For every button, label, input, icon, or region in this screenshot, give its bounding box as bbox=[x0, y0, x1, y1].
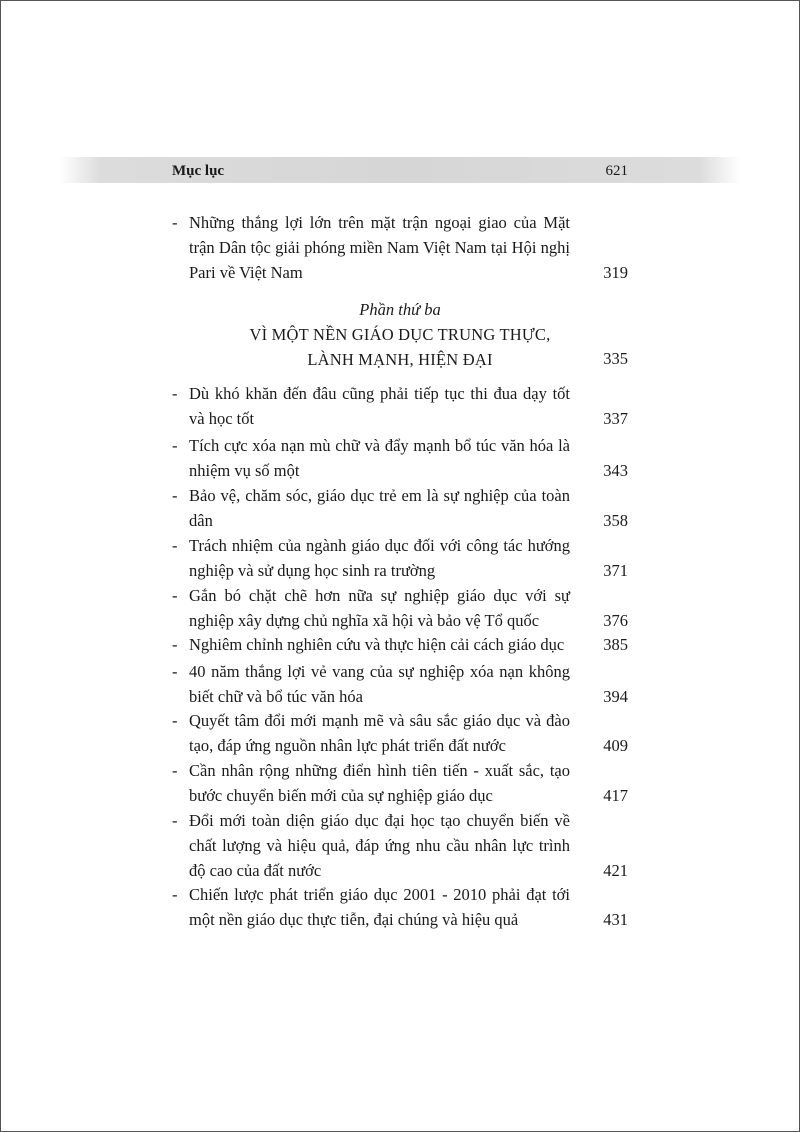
toc-entry-dash: - bbox=[172, 662, 178, 681]
part-title-line-1: VÌ MỘT NỀN GIÁO DỤC TRUNG THỰC, bbox=[249, 325, 551, 344]
running-header-title: Mục lục bbox=[172, 163, 225, 179]
toc-entry bbox=[172, 758, 628, 808]
toc-entry bbox=[172, 433, 628, 483]
toc-entry-dash: - bbox=[172, 761, 178, 780]
toc-entry bbox=[172, 808, 628, 883]
toc-entry bbox=[172, 632, 628, 657]
toc-entry-dash: - bbox=[172, 436, 178, 455]
toc-entry-dash: - bbox=[172, 811, 178, 830]
toc-entry bbox=[172, 708, 628, 758]
toc-entry bbox=[172, 210, 628, 285]
toc-entry bbox=[172, 583, 628, 633]
part-subtitle: Phần thứ ba bbox=[359, 300, 441, 319]
toc-entry bbox=[172, 533, 628, 583]
toc-entry-title: Những thắng lợi lớn trên mặt trận ngoại giao của Mặt trận Dân tộc giải phóng miền Nam Việt Nam tại Hội nghị Pari về Việt Nam bbox=[189, 213, 570, 282]
toc-entry bbox=[172, 659, 628, 709]
toc-entry-dash: - bbox=[172, 384, 178, 403]
toc-entry-page: 394 bbox=[603, 687, 628, 706]
toc-entry-title: Quyết tâm đổi mới mạnh mẽ và sâu sắc giáo dục và đào tạo, đáp ứng nguồn nhân lực phát triển đất nước bbox=[189, 711, 570, 755]
toc-entry-page: 319 bbox=[603, 263, 628, 282]
toc-entry bbox=[172, 882, 628, 932]
toc-entry-dash: - bbox=[172, 486, 178, 505]
toc-entry-title: Bảo vệ, chăm sóc, giáo dục trẻ em là sự nghiệp của toàn dân bbox=[189, 486, 570, 530]
toc-entry-title: Nghiêm chỉnh nghiên cứu và thực hiện cải cách giáo dục bbox=[189, 635, 565, 654]
toc-entry-dash: - bbox=[172, 213, 178, 232]
toc-entry-page: 376 bbox=[603, 611, 628, 630]
toc-entry-dash: - bbox=[172, 711, 178, 730]
toc-entry-title: Chiến lược phát triển giáo dục 2001 - 2010 phải đạt tới một nền giáo dục thực tiễn, đại chúng và hiệu quả bbox=[189, 885, 570, 929]
running-header-page-number: 621 bbox=[605, 163, 628, 179]
toc-entry-page: 409 bbox=[603, 736, 628, 755]
toc-entry-page: 337 bbox=[603, 409, 628, 428]
toc-entry-page: 417 bbox=[603, 786, 628, 805]
part-title-line-2: LÀNH MẠNH, HIỆN ĐẠI bbox=[307, 350, 493, 369]
toc-entry-dash: - bbox=[172, 635, 178, 654]
toc-entry-page: 371 bbox=[603, 561, 628, 580]
toc-entry-title: Trách nhiệm của ngành giáo dục đối với công tác hướng nghiệp và sử dụng học sinh ra trường bbox=[189, 536, 570, 580]
toc-entry-title: Tích cực xóa nạn mù chữ và đẩy mạnh bổ túc văn hóa là nhiệm vụ số một bbox=[189, 436, 570, 480]
toc-entry-page: 343 bbox=[603, 461, 628, 480]
toc-entry-dash: - bbox=[172, 586, 178, 605]
part-page-number: 335 bbox=[603, 349, 628, 368]
toc-entry-title: Đổi mới toàn diện giáo dục đại học tạo chuyển biến về chất lượng và hiệu quả, đáp ứng nhu cầu nhân lực trình độ cao của đất nước bbox=[189, 811, 570, 880]
toc-entry-title: Dù khó khăn đến đâu cũng phải tiếp tục thi đua dạy tốt và học tốt bbox=[189, 384, 570, 428]
toc-entry bbox=[172, 483, 628, 533]
toc-entry-page: 385 bbox=[603, 635, 628, 654]
toc-entry-dash: - bbox=[172, 885, 178, 904]
toc-entry-page: 431 bbox=[603, 910, 628, 929]
toc-entry-title: Gắn bó chặt chẽ hơn nữa sự nghiệp giáo dục với sự nghiệp xây dựng chủ nghĩa xã hội và bảo vệ Tổ quốc bbox=[189, 586, 570, 630]
toc-entry-page: 358 bbox=[603, 511, 628, 530]
toc-entry-title: 40 năm thắng lợi vẻ vang của sự nghiệp xóa nạn không biết chữ và bổ túc văn hóa bbox=[189, 662, 570, 706]
toc-entry bbox=[172, 381, 628, 431]
toc-entry-title: Cần nhân rộng những điển hình tiên tiến - xuất sắc, tạo bước chuyển biến mới của sự nghiệp giáo dục bbox=[189, 761, 570, 805]
toc-entry-dash: - bbox=[172, 536, 178, 555]
running-header bbox=[60, 157, 740, 183]
toc-entry-page: 421 bbox=[603, 861, 628, 880]
